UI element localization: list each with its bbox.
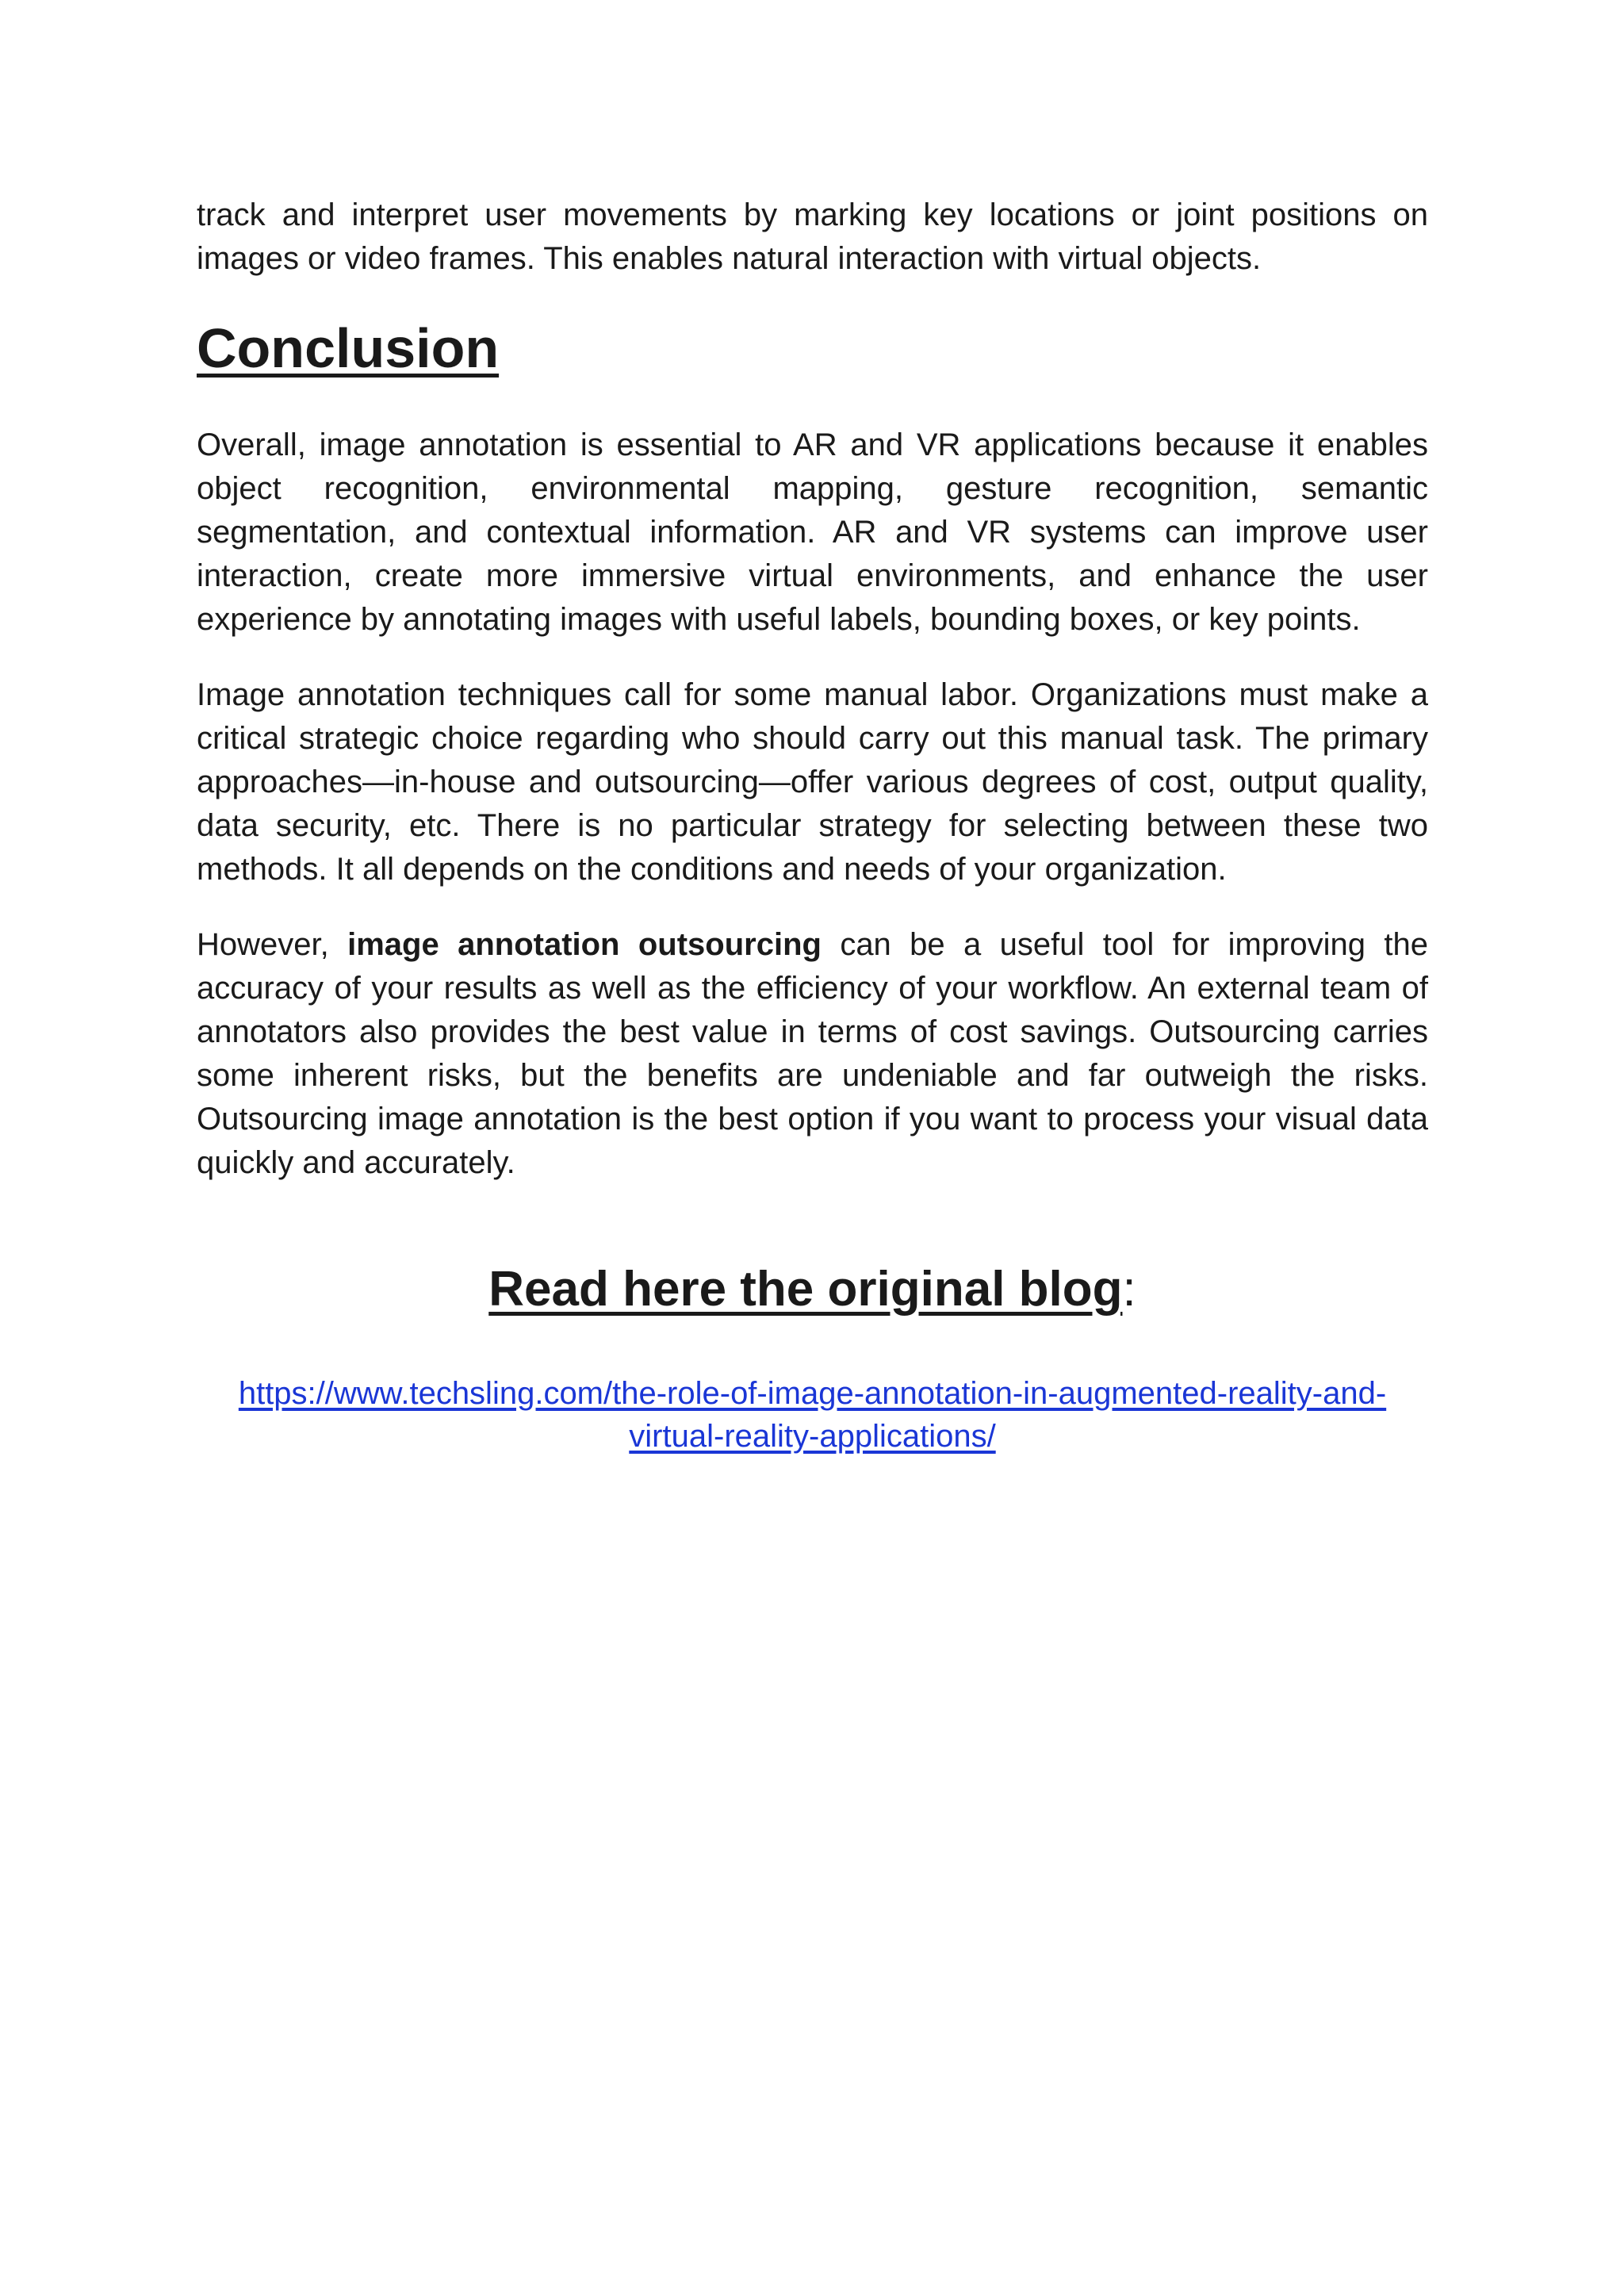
document-page [197, 194, 1428, 1458]
read-original-heading-text: Read here the original blog [488, 1262, 1123, 1317]
conclusion-paragraph-1: Overall, image annotation is essential to AR and VR applications because it enables object recognition, environmental mapping, gesture recognition, semantic segmentation, and contextual information. AR and VR systems can improve user interaction, create more immersive virtual environments, and enhance the user experience by annotating images with useful labels, bounding boxes, or key points. [197, 427, 1428, 637]
original-blog-link-block [197, 1372, 1428, 1458]
paragraph-3-bold-phrase: image annotation outsourcing [347, 927, 822, 962]
conclusion-heading: Conclusion [197, 317, 500, 379]
read-original-heading-colon: : [1122, 1262, 1136, 1317]
conclusion-paragraph-2: Image annotation techniques call for some manual labor. Organizations must make a critical strategic choice regarding who should carry out this manual task. The primary approaches—in-house and outsourcing—offer various degrees of cost, output quality, data security, etc. There is no particular strategy for selecting between these two methods. It all depends on the conditions and needs of your organization. [197, 677, 1428, 887]
link-line-2: virtual-reality-applications/ [629, 1419, 996, 1454]
original-blog-link[interactable] [239, 1376, 1386, 1454]
paragraph-3-prefix: However, [197, 927, 348, 962]
read-original-heading [197, 1258, 1428, 1321]
conclusion-paragraph-3 [197, 923, 1428, 1185]
paragraph-3-suffix: can be a useful tool for improving the accuracy of your results as well as the efficiency of your workflow. An external team of annotators also provides the best value in terms of cost savings. Outsourcing carries some inherent risks, but the benefits are undeniable and far outweigh the risks. Outsourcing image annotation is the best option if you want to process your visual data quickly and accurately. [197, 927, 1428, 1180]
intro-paragraph: track and interpret user movements by marking key locations or joint positions on images or video frames. This enables natural interaction with virtual objects. [197, 197, 1428, 276]
link-line-1: https://www.techsling.com/the-role-of-image-annotation-in-augmented-reality-and- [238, 1376, 1387, 1411]
